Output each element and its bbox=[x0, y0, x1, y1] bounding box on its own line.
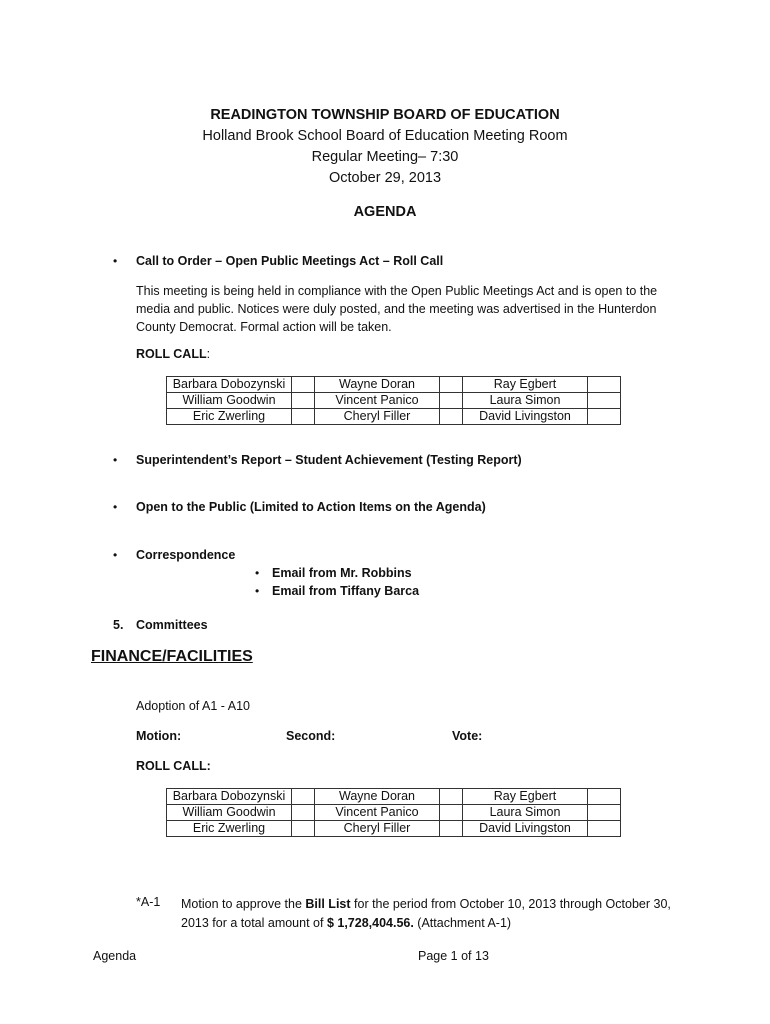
page-number: Page 1 of 13 bbox=[418, 949, 489, 963]
roll-call-colon: : bbox=[206, 347, 211, 361]
member-name: William Goodwin bbox=[167, 805, 292, 821]
member-name: Cheryl Filler bbox=[315, 821, 440, 837]
a1-line2-pre: 2013 for a total amount of bbox=[181, 916, 327, 930]
second-label: Second: bbox=[286, 729, 336, 743]
meeting-type: Regular Meeting– 7:30 bbox=[311, 149, 459, 165]
vote-box bbox=[440, 393, 463, 409]
table-row bbox=[167, 789, 621, 805]
table-row bbox=[167, 377, 621, 393]
committees-number: 5. bbox=[113, 618, 124, 632]
roll-call-text: ROLL CALL bbox=[136, 347, 207, 361]
member-name: Ray Egbert bbox=[463, 789, 588, 805]
bullet: • bbox=[255, 566, 260, 580]
vote-box bbox=[292, 821, 315, 837]
roll-call-table bbox=[166, 788, 621, 837]
member-name: Cheryl Filler bbox=[315, 409, 440, 425]
vote-box bbox=[292, 409, 315, 425]
open-to-public: Open to the Public (Limited to Action Items on the Agenda) bbox=[136, 500, 486, 514]
vote-box bbox=[292, 377, 315, 393]
vote-box bbox=[588, 789, 621, 805]
member-name: Wayne Doran bbox=[315, 789, 440, 805]
correspondence-email: Email from Tiffany Barca bbox=[272, 584, 420, 598]
total-amount: $ 1,728,404.56. bbox=[326, 916, 414, 930]
motion-label: Motion: bbox=[136, 729, 182, 743]
notice-line: County Democrat. Formal action will be taken. bbox=[136, 320, 392, 334]
meeting-date: October 29, 2013 bbox=[328, 170, 442, 186]
item-a1-line bbox=[181, 914, 701, 933]
bullet: • bbox=[113, 548, 118, 562]
vote-box bbox=[588, 805, 621, 821]
vote-box bbox=[588, 821, 621, 837]
vote-box bbox=[292, 789, 315, 805]
meeting-location: Holland Brook School Board of Education Meeting Room bbox=[202, 128, 568, 144]
vote-box bbox=[440, 409, 463, 425]
member-name: Ray Egbert bbox=[463, 377, 588, 393]
item-a1-line bbox=[181, 895, 701, 914]
meeting-notice bbox=[136, 282, 676, 336]
vote-box bbox=[440, 377, 463, 393]
a1-line2-post: (Attachment A-1) bbox=[413, 916, 512, 930]
notice-line: media and public. Notices were duly posted, and the meeting was advertised in the Hunterdon bbox=[136, 302, 657, 316]
adoption-line: Adoption of A1 - A10 bbox=[136, 699, 250, 713]
member-name: Wayne Doran bbox=[315, 377, 440, 393]
table-row bbox=[167, 393, 621, 409]
vote-box bbox=[588, 393, 621, 409]
vote-box bbox=[440, 805, 463, 821]
table-row bbox=[167, 805, 621, 821]
member-name: Laura Simon bbox=[463, 393, 588, 409]
finance-heading: FINANCE/FACILITIES bbox=[91, 648, 253, 665]
vote-label: Vote: bbox=[452, 729, 483, 743]
item-id: *A-1 bbox=[136, 895, 161, 909]
bill-list-term: Bill List bbox=[305, 897, 351, 911]
correspondence: Correspondence bbox=[136, 548, 236, 562]
member-name: Vincent Panico bbox=[315, 805, 440, 821]
roll-call-label: ROLL CALL: bbox=[136, 759, 211, 773]
vote-box bbox=[292, 805, 315, 821]
member-name: Barbara Dobozynski bbox=[167, 789, 292, 805]
a1-mid: for the period from October 10, 2013 through October 30, bbox=[350, 897, 671, 911]
vote-box bbox=[588, 409, 621, 425]
vote-box bbox=[440, 821, 463, 837]
agenda-heading: AGENDA bbox=[353, 204, 417, 220]
a1-pre: Motion to approve the bbox=[181, 897, 306, 911]
member-name: Laura Simon bbox=[463, 805, 588, 821]
notice-line: This meeting is being held in compliance with the Open Public Meetings Act and is open to the bbox=[136, 284, 658, 298]
roll-call-table bbox=[166, 376, 621, 425]
member-name: David Livingston bbox=[463, 821, 588, 837]
roll-call-label bbox=[136, 347, 210, 361]
bullet: • bbox=[113, 254, 118, 268]
member-name: William Goodwin bbox=[167, 393, 292, 409]
superintendent-report: Superintendent’s Report – Student Achievement (Testing Report) bbox=[136, 453, 522, 467]
bullet: • bbox=[113, 453, 118, 467]
table-row bbox=[167, 821, 621, 837]
call-to-order: Call to Order – Open Public Meetings Act – Roll Call bbox=[136, 254, 444, 268]
bullet: • bbox=[113, 500, 118, 514]
member-name: Eric Zwerling bbox=[167, 821, 292, 837]
table-row bbox=[167, 409, 621, 425]
member-name: Eric Zwerling bbox=[167, 409, 292, 425]
vote-box bbox=[440, 789, 463, 805]
correspondence-email: Email from Mr. Robbins bbox=[272, 566, 412, 580]
member-name: Barbara Dobozynski bbox=[167, 377, 292, 393]
member-name: Vincent Panico bbox=[315, 393, 440, 409]
item-a1-text bbox=[181, 895, 701, 933]
bullet: • bbox=[255, 584, 260, 598]
vote-box bbox=[292, 393, 315, 409]
board-title: READINGTON TOWNSHIP BOARD OF EDUCATION bbox=[210, 107, 560, 123]
member-name: David Livingston bbox=[463, 409, 588, 425]
vote-box bbox=[588, 377, 621, 393]
committees: Committees bbox=[136, 618, 208, 632]
footer-label: Agenda bbox=[93, 949, 137, 963]
